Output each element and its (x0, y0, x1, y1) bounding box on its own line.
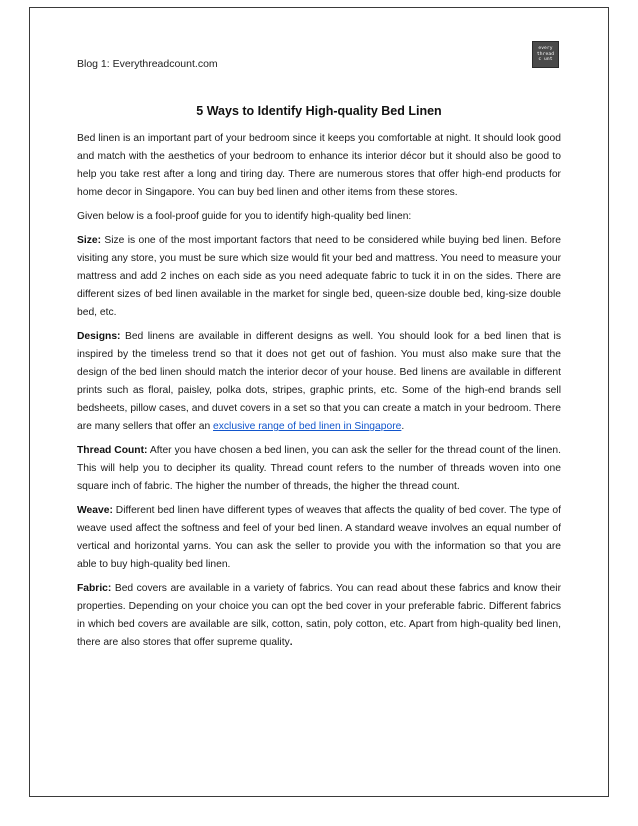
blog-header-label: Blog 1: Everythreadcount.com (77, 58, 218, 70)
intro-paragraph: Bed linen is an important part of your bedroom since it keeps you comfortable at night. It should look good and match with the aesthetics of your bedroom to enhance its interior décor but it should also be good to help you take rest after a long and tiring day. There are numerous stores that offer high-end products for home decor in Singapore. You can buy bed linen and other items from these stores. (77, 133, 561, 198)
designs-paragraph (77, 328, 561, 436)
designs-label: Designs: (77, 331, 121, 342)
fabric-text: Bed covers are available in a variety of fabrics. You can read about these fabrics and know their properties. Depending on your choice you can opt the bed cover in your preferable fabric. Different fabrics in which bed covers are available are silk, cotton, satin, poly cotton, etc. Apart from high-quality bed linen, there are also stores that offer supreme quality (77, 583, 561, 648)
size-text: Size is one of the most important factors that need to be considered while buying bed linen. Before visiting any store, you must be sure which size would fit your bed and mattress. You need to measure your mattress and add 2 inches on each side as you need adequate fabric to tuck it in on the sides. There are different sizes of bed linen available in the market for single bed, queen-size double bed, king-size double bed, etc. (77, 235, 561, 318)
size-paragraph (77, 232, 561, 322)
designs-end: . (401, 421, 405, 432)
thread-count-text: After you have chosen a bed linen, you can ask the seller for the thread count of the linen. This will help you to decipher its quality. Thread count refers to the number of threads woven into one square inch of fabric. The higher the number of threads, the higher the thread count. (77, 445, 561, 492)
thread-count-label: Thread Count: (77, 445, 148, 456)
fabric-end: . (289, 637, 293, 648)
size-label: Size: (77, 235, 102, 246)
fabric-paragraph (77, 580, 561, 652)
article-body (77, 104, 561, 658)
weave-label: Weave: (77, 505, 113, 516)
guide-paragraph: Given below is a fool-proof guide for you to identify high-quality bed linen: (77, 211, 412, 222)
everythreadcount-logo (532, 41, 559, 68)
logo-line-2: thread (536, 51, 555, 57)
designs-text: Bed linens are available in different designs as well. You should look for a bed linen that is inspired by the timeless trend so that it does not get out of fashion. You must also make sure that the design of the bed linen should match the interior decor of your house. Bed linens are available in different prints such as floral, paisley, polka dots, stripes, graphic prints, etc. Some of the high-end brands sell bedsheets, pillow cases, and duvet covers in a set so that you can create a match in your bedroom. There are many sellers that offer an (77, 331, 561, 432)
thread-count-paragraph (77, 442, 561, 496)
bed-linen-singapore-link[interactable]: exclusive range of bed linen in Singapore (213, 421, 402, 432)
fabric-label: Fabric: (77, 583, 112, 594)
weave-paragraph (77, 502, 561, 574)
article-title: 5 Ways to Identify High-quality Bed Linen (196, 104, 442, 118)
weave-text: Different bed linen have different types of weaves that affects the quality of bed cover. The type of weave used affect the softness and feel of your bed linen. A standard weave involves an equal number of vertical and horizontal yarns. You can ask the seller to provide you with the information so that you are able to buy high-quality bed linen. (77, 505, 561, 570)
logo-line-3: c unt (538, 57, 553, 63)
logo-line-1: every (538, 46, 553, 52)
